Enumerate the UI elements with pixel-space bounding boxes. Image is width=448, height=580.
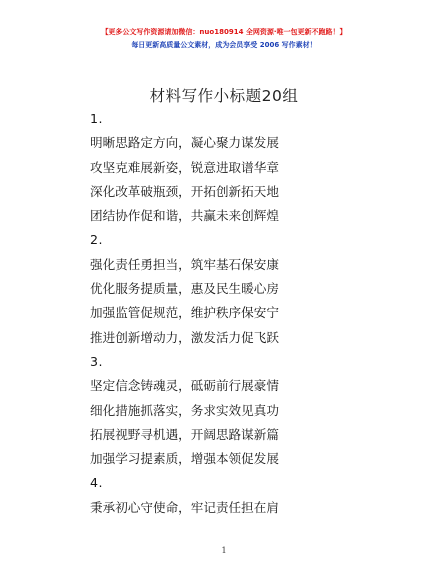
document-body — [90, 107, 390, 520]
group-number: 1. — [90, 111, 104, 126]
text-line: 加强学习提素质，增强本领促发展 — [90, 451, 279, 467]
text-line: 强化责任勇担当，筑牢基石保安康 — [90, 256, 279, 272]
text-line: 坚定信念铸魂灵，砥砺前行展豪情 — [90, 378, 279, 394]
group-number: 3. — [90, 353, 104, 369]
text-line: 加强监管促规范，维护秩序保安宁 — [90, 305, 279, 321]
text-line: 优化服务提质量，惠及民生暖心房 — [90, 281, 279, 297]
document-title: 材料写作小标题20组 — [149, 87, 299, 105]
group-number: 4. — [90, 475, 104, 491]
text-line: 明晰思路定方向，凝心聚力谋发展 — [90, 135, 279, 151]
text-line: 推进创新增动力，激发活力促飞跃 — [90, 329, 279, 345]
text-line: 细化措施抓落实，务求实效见真功 — [90, 402, 279, 418]
text-line: 秉承初心守使命，牢记责任担在肩 — [90, 499, 279, 515]
header-membership-notice: 每日更新高质量公文素材，成为会员享受 2006 写作素材！ — [131, 41, 317, 49]
text-line: 拓展视野寻机遇，开阔思路谋新篇 — [90, 426, 279, 442]
header-wechat-notice: 【更多公文写作资源请加微信：nuo180914 全网资源·唯一包更新不跑路！】 — [101, 28, 347, 36]
group-number: 2. — [90, 232, 104, 248]
text-line: 团结协作促和谐，共赢未来创辉煌 — [90, 208, 279, 224]
text-line: 攻坚克难展新姿，锐意进取谱华章 — [90, 159, 279, 175]
page-number: 1 — [221, 546, 227, 555]
text-line: 深化改革破瓶颈，开拓创新拓天地 — [90, 183, 279, 199]
